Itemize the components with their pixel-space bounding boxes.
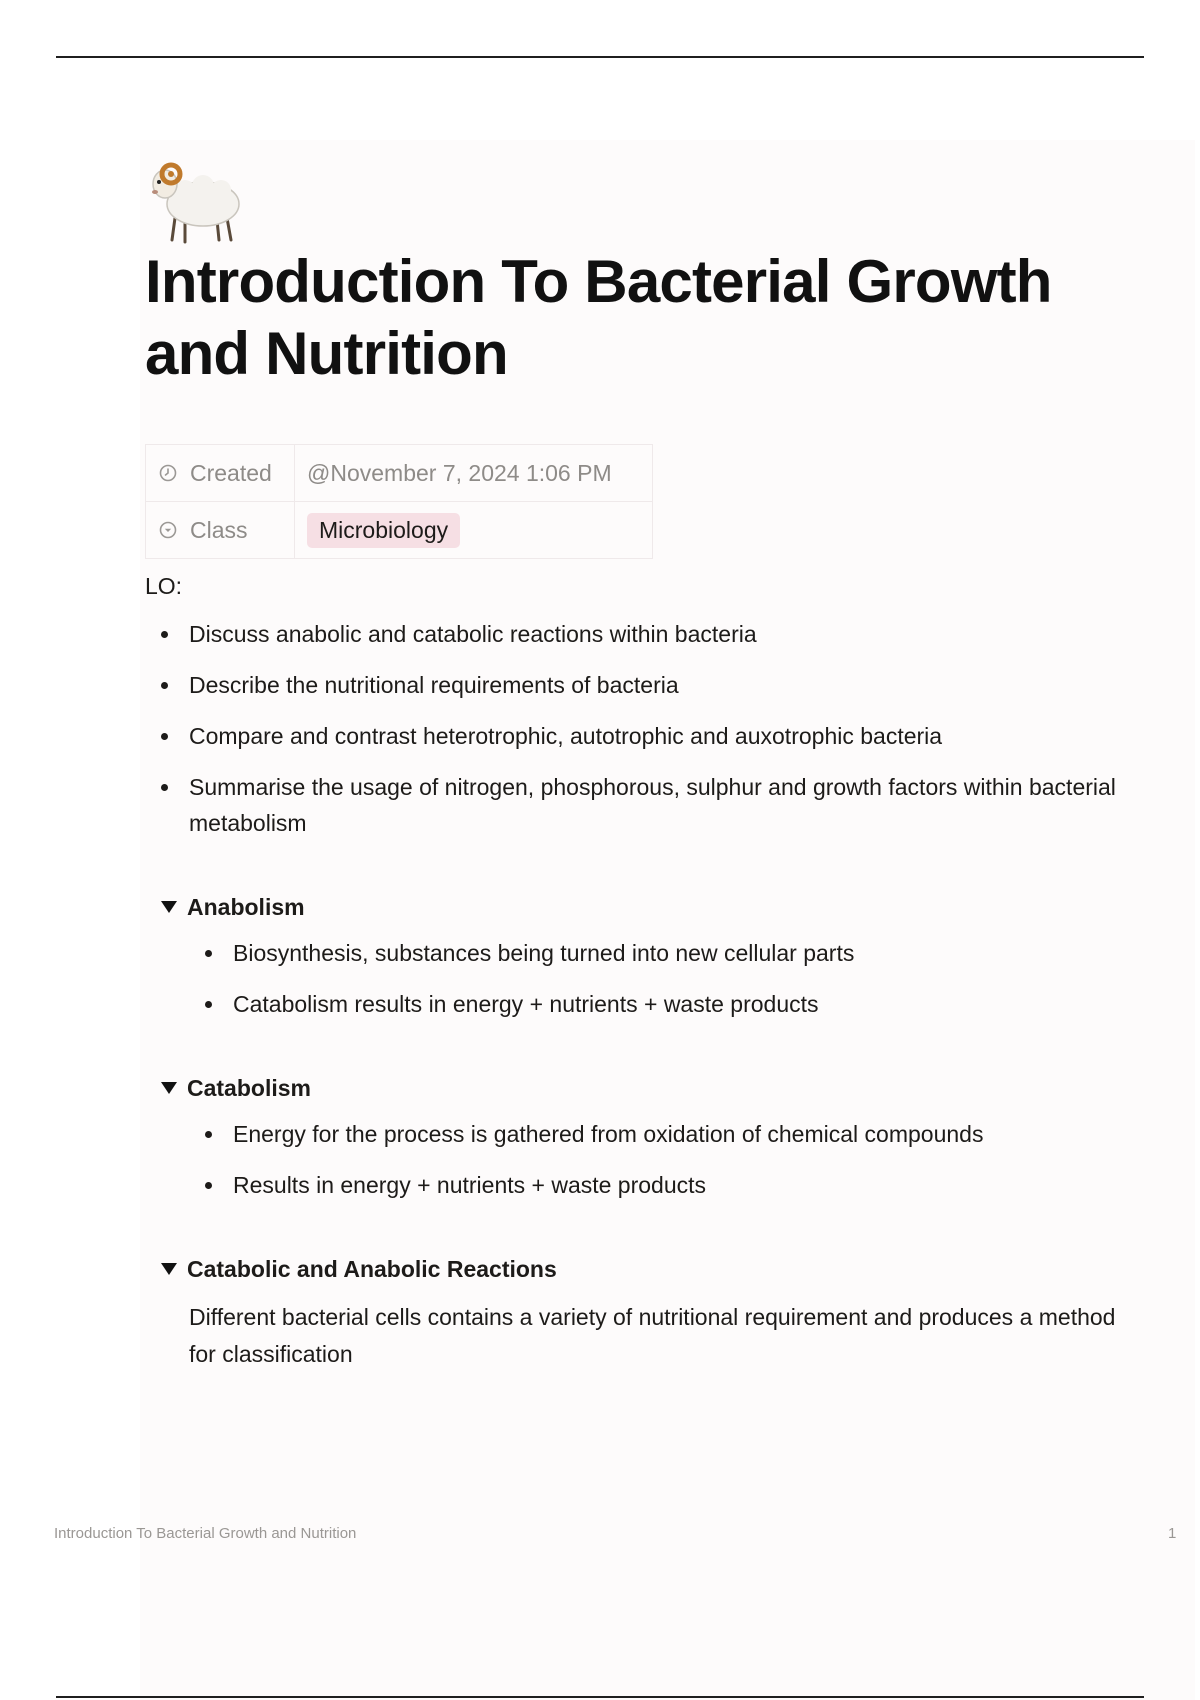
clock-icon (158, 463, 178, 483)
property-key-class[interactable] (146, 502, 295, 559)
triangle-down-icon[interactable] (161, 1262, 177, 1276)
lo-label: LO: (145, 573, 183, 599)
list-item: Energy for the process is gathered from oxidation of chemical compounds (189, 1116, 1145, 1152)
page-content (145, 160, 1145, 1373)
toggle-anabolism (145, 889, 1145, 1022)
property-key-label: Created (190, 459, 272, 486)
sheep-emoji-icon (145, 160, 245, 244)
footer-title: Introduction To Bacterial Growth and Nutrition (54, 1525, 357, 1542)
list-item: Results in energy + nutrients + waste products (189, 1167, 1145, 1203)
property-key-created[interactable] (146, 445, 295, 502)
top-rule (56, 56, 1144, 58)
toggle-heading-text: Catabolic and Anabolic Reactions (187, 1255, 557, 1282)
page-title-line1: Introduction To Bacterial Growth (145, 248, 1052, 315)
select-icon (158, 520, 178, 540)
toggle-heading[interactable] (145, 889, 1145, 925)
list-item: Catabolism results in energy + nutrients + waste products (189, 986, 1145, 1022)
list-item: Compare and contrast heterotrophic, autotrophic and auxotrophic bacteria (145, 718, 1145, 754)
property-row-class (146, 502, 653, 559)
list-item: Describe the nutritional requirements of bacteria (145, 667, 1145, 703)
toggle-list (145, 1116, 1145, 1203)
property-row-created (146, 445, 653, 502)
property-value-class[interactable] (295, 502, 653, 559)
triangle-down-icon[interactable] (161, 1081, 177, 1095)
list-item: Summarise the usage of nitrogen, phosphorous, sulphur and growth factors within bacterial metabolism (145, 769, 1145, 841)
triangle-down-icon[interactable] (161, 900, 177, 914)
toggle-heading[interactable] (145, 1251, 1145, 1287)
toggle-heading[interactable] (145, 1070, 1145, 1106)
class-tag[interactable]: Microbiology (307, 513, 460, 548)
toggle-catabolism (145, 1070, 1145, 1203)
list-item: Biosynthesis, substances being turned into new cellular parts (189, 935, 1145, 971)
page-title (145, 246, 1145, 390)
property-value-created[interactable]: @November 7, 2024 1:06 PM (295, 445, 653, 502)
toggle-list (145, 935, 1145, 1022)
list-item: Discuss anabolic and catabolic reactions within bacteria (145, 616, 1145, 652)
toggle-reactions (145, 1251, 1145, 1373)
toggle-heading-text: Catabolism (187, 1074, 311, 1101)
lo-list (145, 616, 1145, 841)
property-key-label: Class (190, 516, 248, 543)
footer-page-number: 1 (1168, 1525, 1177, 1542)
toggle-paragraph: Different bacterial cells contains a variety of nutritional requirement and produces a method for classification (189, 1304, 1116, 1367)
toggle-heading-text: Anabolism (187, 893, 305, 920)
page-title-line2: and Nutrition (145, 320, 508, 387)
properties-table (145, 444, 653, 559)
bottom-rule (56, 1696, 1144, 1698)
